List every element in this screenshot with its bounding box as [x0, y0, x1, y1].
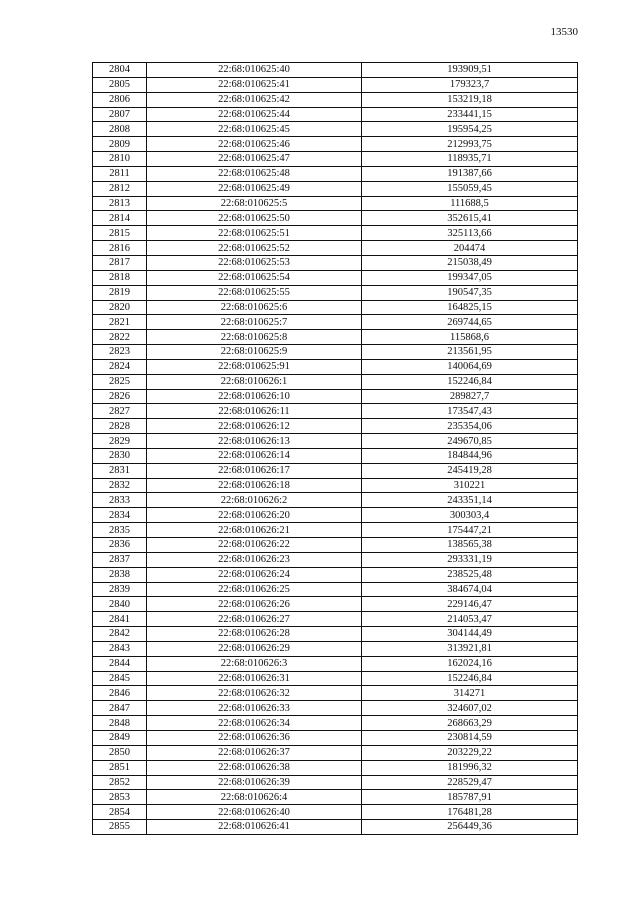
value-cell: 175447,21 — [362, 523, 578, 538]
row-number-cell: 2814 — [93, 211, 147, 226]
cadastral-number-cell: 22:68:010625:53 — [147, 255, 362, 270]
table-row — [93, 359, 578, 374]
table-row — [93, 374, 578, 389]
row-number-cell: 2810 — [93, 152, 147, 167]
table-row — [93, 404, 578, 419]
row-number-cell: 2842 — [93, 627, 147, 642]
row-number-cell: 2805 — [93, 77, 147, 92]
cadastral-number-cell: 22:68:010625:41 — [147, 77, 362, 92]
cadastral-number-cell: 22:68:010626:40 — [147, 805, 362, 820]
table-row — [93, 315, 578, 330]
cadastral-number-cell: 22:68:010625:6 — [147, 300, 362, 315]
value-cell: 289827,7 — [362, 389, 578, 404]
value-cell: 199347,05 — [362, 270, 578, 285]
row-number-cell: 2837 — [93, 552, 147, 567]
cadastral-number-cell: 22:68:010626:24 — [147, 567, 362, 582]
table-body — [93, 63, 578, 835]
row-number-cell: 2832 — [93, 478, 147, 493]
table-row — [93, 641, 578, 656]
row-number-cell: 2833 — [93, 493, 147, 508]
value-cell: 228529,47 — [362, 775, 578, 790]
value-cell: 181996,32 — [362, 760, 578, 775]
cadastral-number-cell: 22:68:010625:42 — [147, 92, 362, 107]
table-row — [93, 389, 578, 404]
table-row — [93, 627, 578, 642]
row-number-cell: 2848 — [93, 716, 147, 731]
page-number: 13530 — [550, 26, 578, 38]
cadastral-number-cell: 22:68:010626:20 — [147, 508, 362, 523]
value-cell: 230814,59 — [362, 730, 578, 745]
value-cell: 325113,66 — [362, 226, 578, 241]
row-number-cell: 2846 — [93, 686, 147, 701]
table-row — [93, 538, 578, 553]
cadastral-number-cell: 22:68:010626:12 — [147, 419, 362, 434]
row-number-cell: 2834 — [93, 508, 147, 523]
cadastral-number-cell: 22:68:010626:3 — [147, 656, 362, 671]
cadastral-number-cell: 22:68:010626:14 — [147, 448, 362, 463]
table-row — [93, 92, 578, 107]
table-row — [93, 63, 578, 78]
value-cell: 300303,4 — [362, 508, 578, 523]
table-row — [93, 775, 578, 790]
value-cell: 193909,51 — [362, 63, 578, 78]
row-number-cell: 2829 — [93, 434, 147, 449]
table-row — [93, 330, 578, 345]
value-cell: 184844,96 — [362, 448, 578, 463]
value-cell: 138565,38 — [362, 538, 578, 553]
row-number-cell: 2806 — [93, 92, 147, 107]
value-cell: 213561,95 — [362, 345, 578, 360]
value-cell: 195954,25 — [362, 122, 578, 137]
table-row — [93, 597, 578, 612]
table-row — [93, 686, 578, 701]
value-cell: 229146,47 — [362, 597, 578, 612]
table-row — [93, 285, 578, 300]
row-number-cell: 2812 — [93, 181, 147, 196]
row-number-cell: 2845 — [93, 671, 147, 686]
value-cell: 185787,91 — [362, 790, 578, 805]
table-row — [93, 493, 578, 508]
row-number-cell: 2813 — [93, 196, 147, 211]
cadastral-number-cell: 22:68:010625:54 — [147, 270, 362, 285]
table-row — [93, 211, 578, 226]
value-cell: 215038,49 — [362, 255, 578, 270]
row-number-cell: 2816 — [93, 241, 147, 256]
row-number-cell: 2817 — [93, 255, 147, 270]
cadastral-number-cell: 22:68:010626:13 — [147, 434, 362, 449]
row-number-cell: 2823 — [93, 345, 147, 360]
table-row — [93, 181, 578, 196]
value-cell: 118935,71 — [362, 152, 578, 167]
cadastral-number-cell: 22:68:010626:27 — [147, 612, 362, 627]
row-number-cell: 2854 — [93, 805, 147, 820]
cadastral-number-cell: 22:68:010625:45 — [147, 122, 362, 137]
table-row — [93, 701, 578, 716]
table-row — [93, 730, 578, 745]
table-row — [93, 612, 578, 627]
table-row — [93, 478, 578, 493]
row-number-cell: 2840 — [93, 597, 147, 612]
cadastral-number-cell: 22:68:010625:52 — [147, 241, 362, 256]
row-number-cell: 2843 — [93, 641, 147, 656]
cadastral-number-cell: 22:68:010626:26 — [147, 597, 362, 612]
cadastral-number-cell: 22:68:010626:41 — [147, 820, 362, 835]
table-row — [93, 137, 578, 152]
value-cell: 304144,49 — [362, 627, 578, 642]
value-cell: 313921,81 — [362, 641, 578, 656]
value-cell: 256449,36 — [362, 820, 578, 835]
table-row — [93, 419, 578, 434]
value-cell: 238525,48 — [362, 567, 578, 582]
table-row — [93, 716, 578, 731]
cadastral-number-cell: 22:68:010626:10 — [147, 389, 362, 404]
row-number-cell: 2855 — [93, 820, 147, 835]
row-number-cell: 2831 — [93, 463, 147, 478]
value-cell: 212993,75 — [362, 137, 578, 152]
row-number-cell: 2851 — [93, 760, 147, 775]
row-number-cell: 2824 — [93, 359, 147, 374]
cadastral-number-cell: 22:68:010625:46 — [147, 137, 362, 152]
value-cell: 115868,6 — [362, 330, 578, 345]
cadastral-number-cell: 22:68:010626:22 — [147, 538, 362, 553]
cadastral-number-cell: 22:68:010626:1 — [147, 374, 362, 389]
table-row — [93, 241, 578, 256]
value-cell: 310221 — [362, 478, 578, 493]
cadastral-number-cell: 22:68:010626:33 — [147, 701, 362, 716]
table-row — [93, 582, 578, 597]
value-cell: 384674,04 — [362, 582, 578, 597]
cadastral-number-cell: 22:68:010625:8 — [147, 330, 362, 345]
cadastral-number-cell: 22:68:010625:55 — [147, 285, 362, 300]
table-row — [93, 122, 578, 137]
cadastral-number-cell: 22:68:010625:47 — [147, 152, 362, 167]
row-number-cell: 2820 — [93, 300, 147, 315]
cadastral-number-cell: 22:68:010625:91 — [147, 359, 362, 374]
cadastral-number-cell: 22:68:010626:25 — [147, 582, 362, 597]
row-number-cell: 2808 — [93, 122, 147, 137]
row-number-cell: 2844 — [93, 656, 147, 671]
value-cell: 153219,18 — [362, 92, 578, 107]
cadastral-number-cell: 22:68:010626:28 — [147, 627, 362, 642]
table-row — [93, 166, 578, 181]
row-number-cell: 2838 — [93, 567, 147, 582]
row-number-cell: 2841 — [93, 612, 147, 627]
row-number-cell: 2811 — [93, 166, 147, 181]
table-row — [93, 760, 578, 775]
row-number-cell: 2830 — [93, 448, 147, 463]
value-cell: 191387,66 — [362, 166, 578, 181]
table-row — [93, 77, 578, 92]
cadastral-number-cell: 22:68:010625:5 — [147, 196, 362, 211]
table-row — [93, 448, 578, 463]
value-cell: 190547,35 — [362, 285, 578, 300]
row-number-cell: 2819 — [93, 285, 147, 300]
table-row — [93, 671, 578, 686]
cadastral-number-cell: 22:68:010626:32 — [147, 686, 362, 701]
row-number-cell: 2836 — [93, 538, 147, 553]
row-number-cell: 2825 — [93, 374, 147, 389]
value-cell: 204474 — [362, 241, 578, 256]
value-cell: 249670,85 — [362, 434, 578, 449]
table-row — [93, 300, 578, 315]
cadastral-number-cell: 22:68:010625:9 — [147, 345, 362, 360]
row-number-cell: 2839 — [93, 582, 147, 597]
value-cell: 233441,15 — [362, 107, 578, 122]
value-cell: 152246,84 — [362, 374, 578, 389]
cadastral-number-cell: 22:68:010625:44 — [147, 107, 362, 122]
table-row — [93, 152, 578, 167]
row-number-cell: 2821 — [93, 315, 147, 330]
cadastral-number-cell: 22:68:010625:7 — [147, 315, 362, 330]
value-cell: 176481,28 — [362, 805, 578, 820]
row-number-cell: 2804 — [93, 63, 147, 78]
value-cell: 140064,69 — [362, 359, 578, 374]
table-row — [93, 656, 578, 671]
value-cell: 269744,65 — [362, 315, 578, 330]
value-cell: 155059,45 — [362, 181, 578, 196]
table-row — [93, 567, 578, 582]
value-cell: 203229,22 — [362, 745, 578, 760]
row-number-cell: 2852 — [93, 775, 147, 790]
value-cell: 235354,06 — [362, 419, 578, 434]
cadastral-number-cell: 22:68:010626:23 — [147, 552, 362, 567]
value-cell: 214053,47 — [362, 612, 578, 627]
row-number-cell: 2818 — [93, 270, 147, 285]
table-row — [93, 508, 578, 523]
cadastral-number-cell: 22:68:010625:48 — [147, 166, 362, 181]
cadastral-number-cell: 22:68:010626:18 — [147, 478, 362, 493]
table-row — [93, 523, 578, 538]
cadastral-number-cell: 22:68:010626:4 — [147, 790, 362, 805]
cadastral-number-cell: 22:68:010626:21 — [147, 523, 362, 538]
value-cell: 268663,29 — [362, 716, 578, 731]
row-number-cell: 2850 — [93, 745, 147, 760]
cadastral-number-cell: 22:68:010625:49 — [147, 181, 362, 196]
cadastral-number-cell: 22:68:010626:39 — [147, 775, 362, 790]
table-row — [93, 745, 578, 760]
value-cell: 314271 — [362, 686, 578, 701]
table-row — [93, 820, 578, 835]
table-row — [93, 196, 578, 211]
table-row — [93, 345, 578, 360]
cadastral-number-cell: 22:68:010626:36 — [147, 730, 362, 745]
cadastral-number-cell: 22:68:010626:2 — [147, 493, 362, 508]
cadastral-number-cell: 22:68:010625:50 — [147, 211, 362, 226]
row-number-cell: 2827 — [93, 404, 147, 419]
table-row — [93, 226, 578, 241]
cadastral-number-cell: 22:68:010625:51 — [147, 226, 362, 241]
table-row — [93, 552, 578, 567]
cadastral-number-cell: 22:68:010626:29 — [147, 641, 362, 656]
cadastral-number-cell: 22:68:010626:17 — [147, 463, 362, 478]
table-row — [93, 107, 578, 122]
value-cell: 324607,02 — [362, 701, 578, 716]
row-number-cell: 2809 — [93, 137, 147, 152]
row-number-cell: 2853 — [93, 790, 147, 805]
cadastral-number-cell: 22:68:010626:11 — [147, 404, 362, 419]
value-cell: 293331,19 — [362, 552, 578, 567]
value-cell: 173547,43 — [362, 404, 578, 419]
table-row — [93, 805, 578, 820]
row-number-cell: 2807 — [93, 107, 147, 122]
cadastral-number-cell: 22:68:010626:38 — [147, 760, 362, 775]
cadastral-number-cell: 22:68:010626:31 — [147, 671, 362, 686]
table-row — [93, 790, 578, 805]
table-row — [93, 463, 578, 478]
value-cell: 152246,84 — [362, 671, 578, 686]
value-cell: 245419,28 — [362, 463, 578, 478]
table-row — [93, 255, 578, 270]
data-table — [92, 62, 578, 835]
row-number-cell: 2828 — [93, 419, 147, 434]
table-row — [93, 270, 578, 285]
cadastral-number-cell: 22:68:010625:40 — [147, 63, 362, 78]
row-number-cell: 2847 — [93, 701, 147, 716]
table-row — [93, 434, 578, 449]
cadastral-number-cell: 22:68:010626:37 — [147, 745, 362, 760]
value-cell: 111688,5 — [362, 196, 578, 211]
row-number-cell: 2835 — [93, 523, 147, 538]
value-cell: 164825,15 — [362, 300, 578, 315]
value-cell: 162024,16 — [362, 656, 578, 671]
row-number-cell: 2822 — [93, 330, 147, 345]
value-cell: 243351,14 — [362, 493, 578, 508]
value-cell: 179323,7 — [362, 77, 578, 92]
cadastral-number-cell: 22:68:010626:34 — [147, 716, 362, 731]
row-number-cell: 2849 — [93, 730, 147, 745]
row-number-cell: 2826 — [93, 389, 147, 404]
value-cell: 352615,41 — [362, 211, 578, 226]
row-number-cell: 2815 — [93, 226, 147, 241]
